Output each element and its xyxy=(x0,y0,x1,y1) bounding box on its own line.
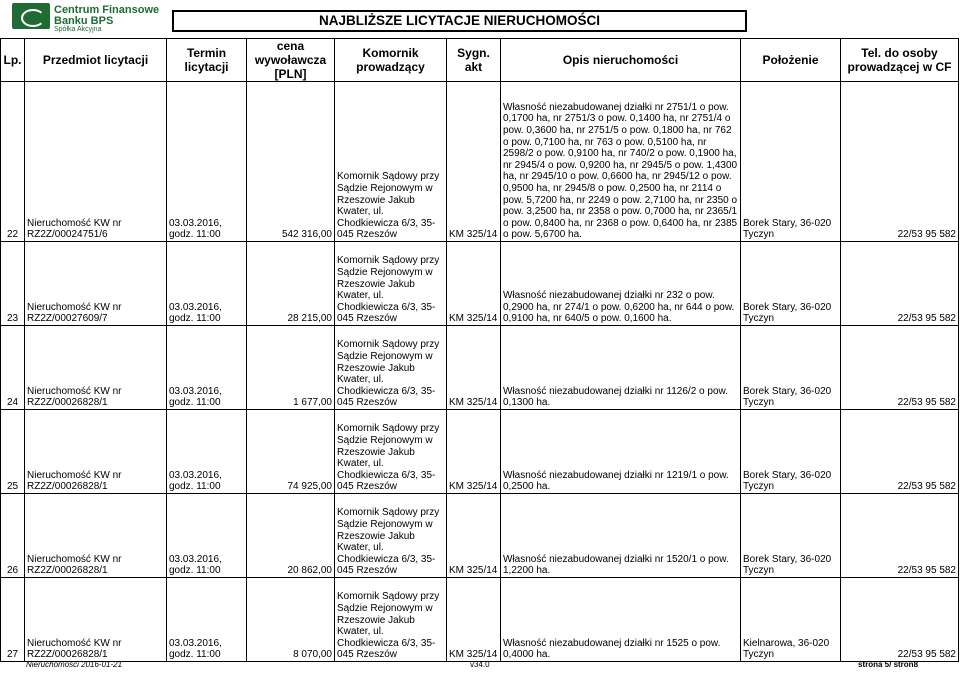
cell-price: 8 070,00 xyxy=(247,578,335,662)
cell-description: Własność niezabudowanej działki nr 1219/1 o pow. 0,2500 ha. xyxy=(501,410,741,494)
header-phone: Tel. do osoby prowadzącej w CF xyxy=(841,39,959,82)
cell-ref: KM 325/14 xyxy=(447,82,501,242)
cell-phone: 22/53 95 582 xyxy=(841,494,959,578)
cell-phone: 22/53 95 582 xyxy=(841,578,959,662)
cell-price: 20 862,00 xyxy=(247,494,335,578)
cell-description: Własność niezabudowanej działki nr 1126/2 o pow. 0,1300 ha. xyxy=(501,326,741,410)
footer-document-name: Nieruchomości 2016-01-21 xyxy=(26,660,123,669)
table-row xyxy=(1,242,959,326)
cell-description: Własność niezabudowanej działki nr 232 o pow. 0,2900 ha, nr 274/1 o pow. 0,6200 ha, nr 644 o pow. 0,9100 ha, nr 640/5 o pow. 0,1600 ha. xyxy=(501,242,741,326)
cell-lp: 25 xyxy=(1,410,25,494)
table-row xyxy=(1,82,959,242)
cell-subject: Nieruchomość KW nr RZ2Z/00027609/7 xyxy=(25,242,167,326)
footer-page-number: strona 5/ stron8 xyxy=(858,660,919,669)
cell-ref: KM 325/14 xyxy=(447,494,501,578)
cell-date: 03.03.2016, godz. 11:00 xyxy=(167,82,247,242)
cell-subject: Nieruchomość KW nr RZ2Z/00026828/1 xyxy=(25,326,167,410)
cell-location: Borek Stary, 36-020 Tyczyn xyxy=(741,242,841,326)
auction-table xyxy=(0,38,959,662)
cell-location: Borek Stary, 36-020 Tyczyn xyxy=(741,410,841,494)
header-date: Termin licytacji xyxy=(167,39,247,82)
cell-bailiff: Komornik Sądowy przy Sądzie Rejonowym w Rzeszowie Jakub Kwater, ul. Chodkiewicza 6/3, 35-045 Rzeszów xyxy=(335,494,447,578)
cell-subject: Nieruchomość KW nr RZ2Z/00026828/1 xyxy=(25,494,167,578)
cell-lp: 24 xyxy=(1,326,25,410)
cell-location: Borek Stary, 36-020 Tyczyn xyxy=(741,494,841,578)
header-subject: Przedmiot licytacji xyxy=(25,39,167,82)
cell-ref: KM 325/14 xyxy=(447,326,501,410)
cell-date: 03.03.2016, godz. 11:00 xyxy=(167,242,247,326)
cell-description: Własność niezabudowanej działki nr 1520/1 o pow. 1,2200 ha. xyxy=(501,494,741,578)
footer-version: v34.0 xyxy=(470,660,490,669)
cell-price: 1 677,00 xyxy=(247,326,335,410)
logo-mark-icon xyxy=(12,3,50,29)
cell-description: Własność niezabudowanej działki nr 2751/1 o pow. 0,1700 ha, nr 2751/3 o pow. 0,1400 ha, nr 2751/4 o pow. 0,3600 ha, nr 2751/5 o pow. 0,1800 ha, nr 762 o pow. 0,7100 ha, nr 763 o pow. 0,5100 ha, nr 2598/2 o pow. 0,9100 ha, nr 740/2 o pow. 0,1900 ha, nr 2945/4 o pow. 0,9200 ha, nr 2945/5 o pow. 1,4300 ha, nr 2945/10 o pow. 0,6600 ha, nr 2945/12 o pow. 0,9500 ha, nr 2945/8 o pow. 0,2500 ha, nr 2114 o pow. 5,7200 ha, nr 2249 o pow. 2,7100 ha, nr 2350 o pow. 3,2500 ha, nr 2358 o pow. 0,7000 ha, nr 2365/1 o pow. 0,8400 ha, nr 2368 o pow. 0,6400 ha, nr 2385 o pow. 5,6700 ha. xyxy=(501,82,741,242)
cell-phone: 22/53 95 582 xyxy=(841,326,959,410)
table-row xyxy=(1,578,959,662)
cell-description: Własność niezabudowanej działki nr 1525 o pow. 0,4000 ha. xyxy=(501,578,741,662)
cell-lp: 22 xyxy=(1,82,25,242)
cell-price: 74 925,00 xyxy=(247,410,335,494)
cell-bailiff: Komornik Sądowy przy Sądzie Rejonowym w Rzeszowie Jakub Kwater, ul. Chodkiewicza 6/3, 35-045 Rzeszów xyxy=(335,578,447,662)
cell-date: 03.03.2016, godz. 11:00 xyxy=(167,578,247,662)
header-ref: Sygn. akt xyxy=(447,39,501,82)
cell-location: Kielnarowa, 36-020 Tyczyn xyxy=(741,578,841,662)
cell-location: Borek Stary, 36-020 Tyczyn xyxy=(741,326,841,410)
cell-subject: Nieruchomość KW nr RZ2Z/00026828/1 xyxy=(25,410,167,494)
logo-line-2: Banku BPS xyxy=(54,15,114,27)
title-box xyxy=(172,10,747,32)
logo-line-3: Spółka Akcyjna xyxy=(54,26,102,33)
table-row xyxy=(1,494,959,578)
cell-location: Borek Stary, 36-020 Tyczyn xyxy=(741,82,841,242)
table-header-row xyxy=(1,39,959,82)
cell-date: 03.03.2016, godz. 11:00 xyxy=(167,494,247,578)
cell-lp: 23 xyxy=(1,242,25,326)
cell-ref: KM 325/14 xyxy=(447,578,501,662)
header-location: Położenie xyxy=(741,39,841,82)
cell-subject: Nieruchomość KW nr RZ2Z/00026828/1 xyxy=(25,578,167,662)
cell-phone: 22/53 95 582 xyxy=(841,242,959,326)
cell-lp: 27 xyxy=(1,578,25,662)
cell-price: 542 316,00 xyxy=(247,82,335,242)
cell-bailiff: Komornik Sądowy przy Sądzie Rejonowym w Rzeszowie Jakub Kwater, ul. Chodkiewicza 6/3, 35-045 Rzeszów xyxy=(335,82,447,242)
cell-lp: 26 xyxy=(1,494,25,578)
page-title: NAJBLIŻSZE LICYTACJE NIERUCHOMOŚCI xyxy=(318,13,600,28)
table-row xyxy=(1,326,959,410)
cell-date: 03.03.2016, godz. 11:00 xyxy=(167,326,247,410)
cell-phone: 22/53 95 582 xyxy=(841,82,959,242)
cell-date: 03.03.2016, godz. 11:00 xyxy=(167,410,247,494)
cell-bailiff: Komornik Sądowy przy Sądzie Rejonowym w Rzeszowie Jakub Kwater, ul. Chodkiewicza 6/3, 35-045 Rzeszów xyxy=(335,410,447,494)
cell-ref: KM 325/14 xyxy=(447,242,501,326)
cell-ref: KM 325/14 xyxy=(447,410,501,494)
header-lp: Lp. xyxy=(1,39,25,82)
cell-price: 28 215,00 xyxy=(247,242,335,326)
table-row xyxy=(1,410,959,494)
cell-bailiff: Komornik Sądowy przy Sądzie Rejonowym w Rzeszowie Jakub Kwater, ul. Chodkiewicza 6/3, 35-045 Rzeszów xyxy=(335,242,447,326)
header-price: cena wywoławcza [PLN] xyxy=(247,39,335,82)
logo-line-1: Centrum Finansowe xyxy=(54,4,160,16)
header-description: Opis nieruchomości xyxy=(501,39,741,82)
cell-bailiff: Komornik Sądowy przy Sądzie Rejonowym w Rzeszowie Jakub Kwater, ul. Chodkiewicza 6/3, 35-045 Rzeszów xyxy=(335,326,447,410)
header-bailiff: Komornik prowadzący xyxy=(335,39,447,82)
cell-phone: 22/53 95 582 xyxy=(841,410,959,494)
company-logo xyxy=(12,3,162,35)
cell-subject: Nieruchomość KW nr RZ2Z/00024751/6 xyxy=(25,82,167,242)
